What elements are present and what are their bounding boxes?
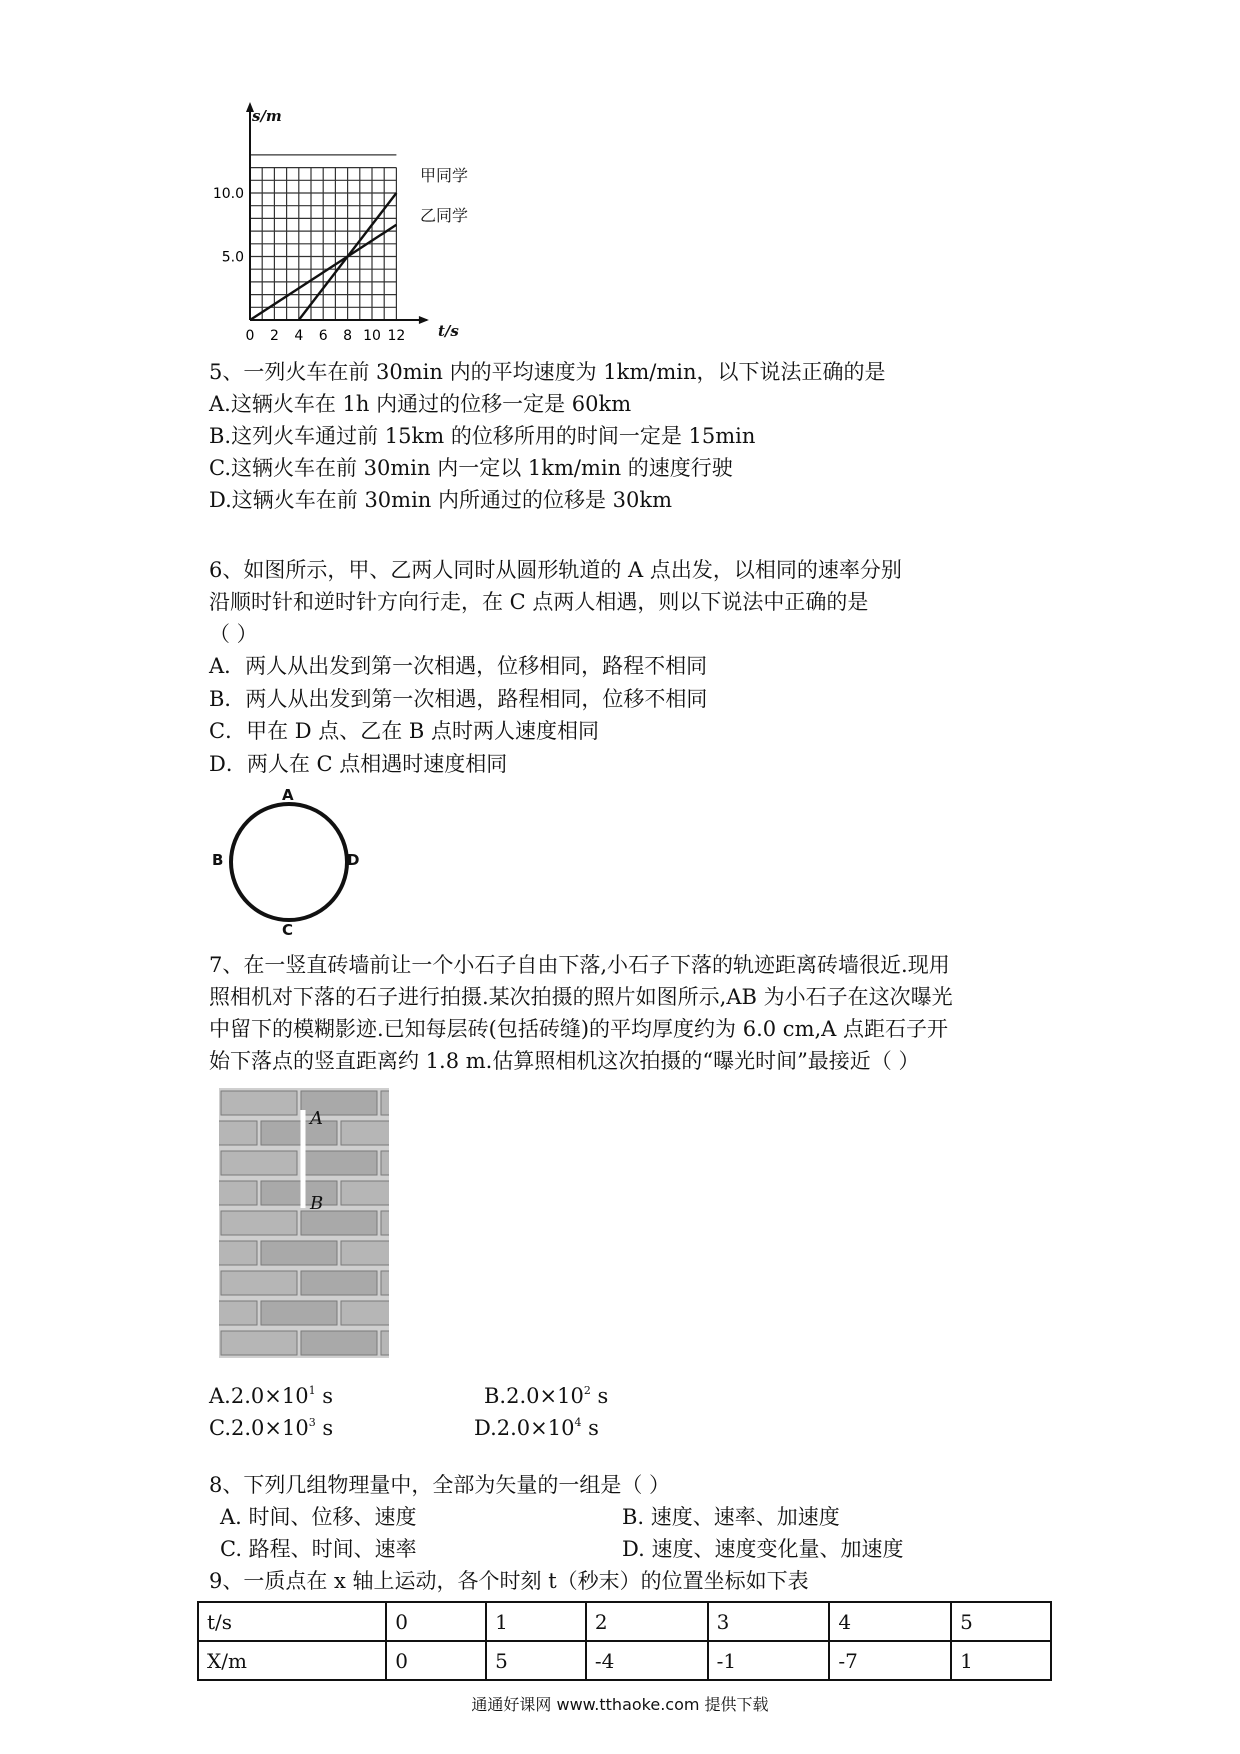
table-cell: -7 [829, 1641, 951, 1680]
table-cell: t/s [198, 1602, 386, 1641]
brick [261, 1121, 337, 1145]
x-axis-label: t/s [438, 322, 459, 340]
circle-label-c: C [282, 921, 294, 939]
q5-option-b: B.这列火车通过前 15km 的位移所用的时间一定是 15min [209, 424, 756, 448]
x-tick-label: 10 [363, 328, 381, 344]
graph-axes [246, 102, 429, 324]
table-cell: X/m [198, 1641, 386, 1680]
brick [221, 1331, 297, 1355]
brick [221, 1151, 297, 1175]
q7-stem-line-3: 中留下的模糊影迹.已知每层砖(包括砖缝)的平均厚度约为 6.0 cm,A 点距石子开 [209, 1017, 948, 1041]
position-table [197, 1601, 1052, 1681]
table-cell: 5 [486, 1641, 586, 1680]
graph-grid [250, 155, 396, 320]
brick [221, 1211, 297, 1235]
series-label-yi: 乙同学 [420, 206, 469, 225]
y-tick-label: 10.0 [212, 186, 244, 202]
brick [341, 1241, 389, 1265]
brick [341, 1181, 389, 1205]
x-tick-label: 6 [318, 328, 328, 344]
table-row [198, 1602, 1051, 1641]
table-cell: 0 [386, 1641, 486, 1680]
q8-option-a: A. 时间、位移、速度 [220, 1505, 417, 1529]
circular-track [222, 790, 362, 935]
photo-label-a: A [310, 1108, 323, 1129]
table-row [198, 1641, 1051, 1680]
x-tick-label: 2 [269, 328, 279, 344]
table-cell: 3 [708, 1602, 830, 1641]
x-tick-label: 8 [343, 328, 353, 344]
q8-option-b: B. 速度、速率、加速度 [622, 1505, 840, 1529]
x-tick-label: 0 [245, 328, 255, 344]
table-cell: 5 [951, 1602, 1051, 1641]
q5-option-d: D.这辆火车在前 30min 内所通过的位移是 30km [209, 488, 673, 512]
brick [301, 1151, 377, 1175]
q6-stem-line-2: 沿顺时针和逆时针方向行走，在 C 点两人相遇，则以下说法中正确的是 [209, 590, 869, 614]
circle-label-a: A [282, 786, 294, 804]
brick [301, 1211, 377, 1235]
y-axis-label: s/m [252, 107, 282, 125]
q7-stem-line-4: 始下落点的竖直距离约 1.8 m.估算照相机这次拍摄的“曝光时间”最接近（ ） [209, 1049, 920, 1073]
brick [381, 1211, 389, 1235]
table-cell: 4 [829, 1602, 951, 1641]
q7-option-d: $D.2.0\times 10^4$ s [474, 1416, 599, 1440]
brick [261, 1301, 337, 1325]
q7-stem-line-2: 照相机对下落的石子进行拍摄.某次拍摄的照片如图所示,AB 为小石子在这次曝光 [209, 985, 953, 1009]
brick [219, 1301, 257, 1325]
brick [221, 1271, 297, 1295]
photo-label-b: B [310, 1193, 324, 1214]
brick [381, 1091, 389, 1115]
q6-option-d: D．两人在 C 点相遇时速度相同 [209, 752, 508, 776]
table-cell: -4 [586, 1641, 708, 1680]
q6-stem-line-3: （ ） [209, 622, 258, 646]
q6-stem-line-1: 6、如图所示，甲、乙两人同时从圆形轨道的 A 点出发，以相同的速率分别 [209, 558, 902, 582]
x-axis-arrow [419, 316, 429, 324]
brick [261, 1241, 337, 1265]
page-footer: 通通好课网 www.tthaoke.com 提供下载 [471, 1695, 769, 1714]
table-cell: 2 [586, 1602, 708, 1641]
q7-option-a: $A.2.0\times 10^1$ s [209, 1384, 334, 1408]
brick [219, 1121, 257, 1145]
brick [219, 1241, 257, 1265]
q5-option-c: C.这辆火车在前 30min 内一定以 1km/min 的速度行驶 [209, 456, 733, 480]
brick [341, 1301, 389, 1325]
q6-option-b: B．两人从出发到第一次相遇，路程相同，位移不相同 [209, 687, 708, 711]
table-cell: 1 [486, 1602, 586, 1641]
brick [261, 1181, 337, 1205]
q8-option-c: C. 路程、时间、速率 [220, 1537, 417, 1561]
q8-option-d: D. 速度、速度变化量、加速度 [622, 1537, 904, 1561]
brick-wall-photo [219, 1088, 389, 1358]
x-tick-label: 4 [294, 328, 304, 344]
q9-stem: 9、一质点在 x 轴上运动，各个时刻 t（秒末）的位置坐标如下表 [209, 1569, 809, 1593]
q7-option-b: $B.2.0\times 10^2$ s [484, 1384, 609, 1408]
q8-stem: 8、下列几组物理量中，全部为矢量的一组是（ ） [209, 1473, 671, 1497]
brick [381, 1271, 389, 1295]
q6-option-c: C．甲在 D 点、乙在 B 点时两人速度相同 [209, 719, 600, 743]
circle-label-b: B [212, 851, 224, 869]
brick [219, 1181, 257, 1205]
brick [221, 1091, 297, 1115]
y-tick-label: 5.0 [221, 249, 244, 266]
brick [381, 1331, 389, 1355]
brick [301, 1331, 377, 1355]
q5-option-a: A.这辆火车在 1h 内通过的位移一定是 60km [209, 392, 632, 416]
circle-label-d: D [347, 851, 360, 869]
brick [301, 1271, 377, 1295]
q7-stem-line-1: 7、在一竖直砖墙前让一个小石子自由下落,小石子下落的轨迹距离砖墙很近.现用 [209, 953, 950, 977]
q5-stem: 5、一列火车在前 30min 内的平均速度为 1km/min，以下说法正确的是 [209, 360, 886, 384]
table-cell: 1 [951, 1641, 1051, 1680]
brick [381, 1151, 389, 1175]
x-tick-label: 12 [387, 328, 406, 344]
series-label-jia: 甲同学 [420, 166, 469, 185]
table-cell: 0 [386, 1602, 486, 1641]
q6-option-a: A．两人从出发到第一次相遇，位移相同，路程不相同 [209, 654, 708, 678]
table-cell: -1 [708, 1641, 830, 1680]
brick [341, 1121, 389, 1145]
q7-option-c: $C.2.0\times 10^3$ s [209, 1416, 334, 1440]
